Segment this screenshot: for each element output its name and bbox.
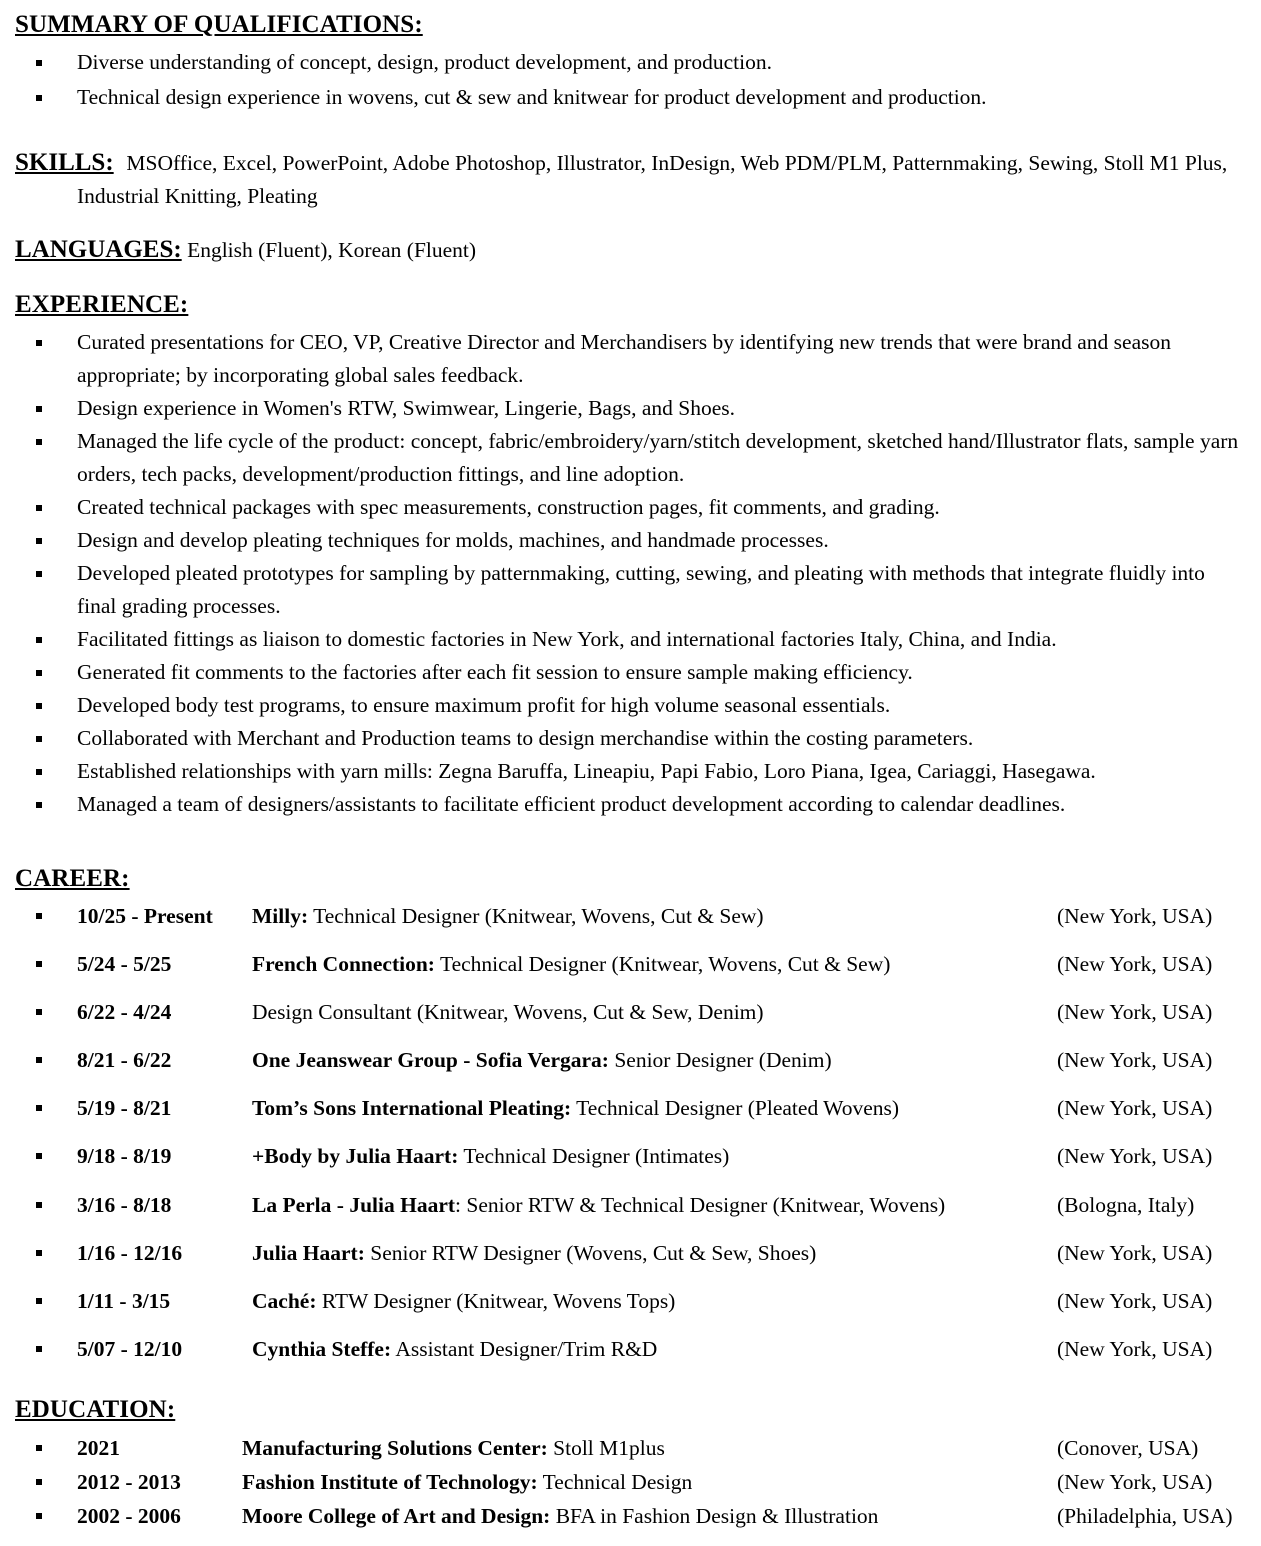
education-location: (Conover, USA) — [1057, 1436, 1199, 1460]
career-description — [252, 1043, 832, 1077]
education-row — [0, 1431, 1261, 1465]
list-item: Developed body test programs, to ensure maximum profit for high volume seasonal essentials. — [0, 689, 1245, 722]
career-description — [252, 947, 890, 981]
summary-list — [0, 46, 1261, 114]
list-item: Technical design experience in wovens, cut & sew and knitwear for product development and production. — [0, 81, 1261, 114]
skills-heading: SKILLS: — [15, 149, 114, 176]
role-text: Senior Designer (Denim) — [608, 1048, 832, 1072]
list-item: Established relationships with yarn mills: Zegna Baruffa, Lineapiu, Papi Fabio, Loro Piana, Igea, Cariaggi, Hasegawa. — [0, 755, 1245, 788]
list-item: Design experience in Women's RTW, Swimwear, Lingerie, Bags, and Shoes. — [0, 392, 1245, 425]
career-description — [252, 1091, 899, 1125]
education-row — [0, 1465, 1261, 1499]
skills-text: MSOffice, Excel, PowerPoint, Adobe Photoshop, Illustrator, InDesign, Web PDM/PLM, Patternmaking, Sewing, Stoll M1 Plus, Industrial Knitting, Pleating — [77, 151, 1228, 208]
career-location: (Bologna, Italy) — [1057, 1193, 1195, 1217]
education-date: 2012 - 2013 — [77, 1470, 181, 1494]
company-name: Milly: — [252, 904, 309, 928]
career-location: (New York, USA) — [1057, 1048, 1213, 1072]
career-location: (New York, USA) — [1057, 1000, 1213, 1024]
career-location: (New York, USA) — [1057, 1289, 1213, 1313]
bullet-icon — [36, 1153, 42, 1159]
bullet-icon — [36, 1250, 42, 1256]
career-row — [0, 1043, 1261, 1077]
career-date: 5/07 - 12/10 — [77, 1337, 183, 1361]
career-description — [252, 1236, 816, 1270]
education-description — [242, 1431, 665, 1465]
career-description — [252, 1332, 657, 1366]
role-text: Technical Designer (Knitwear, Wovens, Cut & Sew) — [434, 952, 891, 976]
skills-section — [15, 146, 1255, 213]
company-name: French Connection: — [252, 952, 435, 976]
career-row — [0, 1332, 1261, 1366]
career-date: 1/16 - 12/16 — [77, 1241, 183, 1265]
experience-heading: EXPERIENCE: — [15, 291, 189, 318]
list-item: Created technical packages with spec measurements, construction pages, fit comments, and grading. — [0, 491, 1245, 524]
career-row — [0, 947, 1261, 981]
list-item: Managed the life cycle of the product: concept, fabric/embroidery/yarn/stitch development, sketched hand/Illustrator flats, sample yarn orders, tech packs, development/production fittings, and line adoption. — [0, 425, 1245, 491]
company-name: Tom’s Sons International Pleating: — [252, 1096, 572, 1120]
career-date: 9/18 - 8/19 — [77, 1144, 172, 1168]
company-name: La Perla - Julia Haart — [252, 1193, 456, 1217]
career-location: (New York, USA) — [1057, 1337, 1213, 1361]
list-item: Collaborated with Merchant and Production teams to design merchandise within the costing parameters. — [0, 722, 1245, 755]
education-date: 2021 — [77, 1436, 120, 1460]
career-date: 3/16 - 8/18 — [77, 1193, 172, 1217]
bullet-icon — [36, 1479, 42, 1485]
bullet-icon — [36, 1346, 42, 1352]
role-text: Assistant Designer/Trim R&D — [391, 1337, 658, 1361]
career-description — [252, 1188, 945, 1222]
career-row — [0, 1284, 1261, 1318]
bullet-icon — [36, 961, 42, 967]
program-text: Technical Design — [537, 1470, 693, 1494]
education-description — [242, 1499, 878, 1533]
school-name: Manufacturing Solutions Center: — [242, 1436, 548, 1460]
list-item: Generated fit comments to the factories after each fit session to ensure sample making efficiency. — [0, 656, 1245, 689]
company-name: +Body by Julia Haart: — [252, 1144, 459, 1168]
bullet-icon — [36, 1202, 42, 1208]
company-name: Cynthia Steffe: — [252, 1337, 392, 1361]
bullet-icon — [36, 1445, 42, 1451]
career-row — [0, 899, 1261, 933]
company-name: Julia Haart: — [252, 1241, 365, 1265]
career-date: 1/11 - 3/15 — [77, 1289, 171, 1313]
list-item: Facilitated fittings as liaison to domestic factories in New York, and international factories Italy, China, and India. — [0, 623, 1245, 656]
career-description — [252, 899, 764, 933]
languages-section — [15, 233, 476, 267]
career-row — [0, 995, 1261, 1029]
list-item: Diverse understanding of concept, design, product development, and production. — [0, 46, 1261, 79]
career-heading: CAREER: — [15, 865, 130, 892]
career-row — [0, 1236, 1261, 1270]
role-text: Senior RTW Designer (Wovens, Cut & Sew, Shoes) — [364, 1241, 817, 1265]
education-location: (Philadelphia, USA) — [1057, 1504, 1233, 1528]
career-row — [0, 1139, 1261, 1173]
career-description — [252, 1139, 729, 1173]
list-item: Developed pleated prototypes for sampling by patternmaking, cutting, sewing, and pleating with methods that integrate fluidly into final grading processes. — [0, 557, 1245, 623]
program-text: BFA in Fashion Design & Illustration — [550, 1504, 879, 1528]
bullet-icon — [36, 1513, 42, 1519]
career-description — [252, 995, 764, 1029]
program-text: Stoll M1plus — [547, 1436, 665, 1460]
school-name: Moore College of Art and Design: — [242, 1504, 551, 1528]
education-row — [0, 1499, 1261, 1533]
summary-heading: SUMMARY OF QUALIFICATIONS: — [15, 11, 423, 38]
career-location: (New York, USA) — [1057, 952, 1213, 976]
school-name: Fashion Institute of Technology: — [242, 1470, 538, 1494]
career-row — [0, 1188, 1261, 1222]
company-name: Caché: — [252, 1289, 317, 1313]
education-heading: EDUCATION: — [15, 1396, 176, 1423]
career-location: (New York, USA) — [1057, 1144, 1213, 1168]
bullet-icon — [36, 1298, 42, 1304]
bullet-icon — [36, 1105, 42, 1111]
bullet-icon — [36, 913, 42, 919]
list-item: Curated presentations for CEO, VP, Creative Director and Merchandisers by identifying new trends that were brand and season appropriate; by incorporating global sales feedback. — [0, 326, 1245, 392]
languages-heading: LANGUAGES: — [15, 236, 182, 263]
role-text: Technical Designer (Knitwear, Wovens, Cut & Sew) — [308, 904, 764, 928]
education-date: 2002 - 2006 — [77, 1504, 181, 1528]
career-date: 5/19 - 8/21 — [77, 1096, 172, 1120]
career-date: 8/21 - 6/22 — [77, 1048, 172, 1072]
career-location: (New York, USA) — [1057, 904, 1213, 928]
career-location: (New York, USA) — [1057, 1096, 1213, 1120]
role-text: Technical Designer (Pleated Wovens) — [571, 1096, 900, 1120]
education-description — [242, 1465, 692, 1499]
bullet-icon — [36, 1057, 42, 1063]
education-location: (New York, USA) — [1057, 1470, 1213, 1494]
career-date: 10/25 - Present — [77, 904, 213, 928]
bullet-icon — [36, 1009, 42, 1015]
company-name: One Jeanswear Group - Sofia Vergara: — [252, 1048, 609, 1072]
career-date: 5/24 - 5/25 — [77, 952, 172, 976]
role-text: Design Consultant (Knitwear, Wovens, Cut & Sew, Denim) — [252, 1000, 764, 1024]
career-location: (New York, USA) — [1057, 1241, 1213, 1265]
career-row — [0, 1091, 1261, 1125]
list-item: Managed a team of designers/assistants to facilitate efficient product development according to calendar deadlines. — [0, 788, 1245, 821]
list-item: Design and develop pleating techniques for molds, machines, and handmade processes. — [0, 524, 1245, 557]
role-text: RTW Designer (Knitwear, Wovens Tops) — [316, 1289, 676, 1313]
role-text: : Senior RTW & Technical Designer (Knitwear, Wovens) — [455, 1193, 946, 1217]
role-text: Technical Designer (Intimates) — [458, 1144, 730, 1168]
career-description — [252, 1284, 675, 1318]
languages-text: English (Fluent), Korean (Fluent) — [187, 238, 477, 262]
career-date: 6/22 - 4/24 — [77, 1000, 172, 1024]
experience-list — [0, 326, 1245, 821]
